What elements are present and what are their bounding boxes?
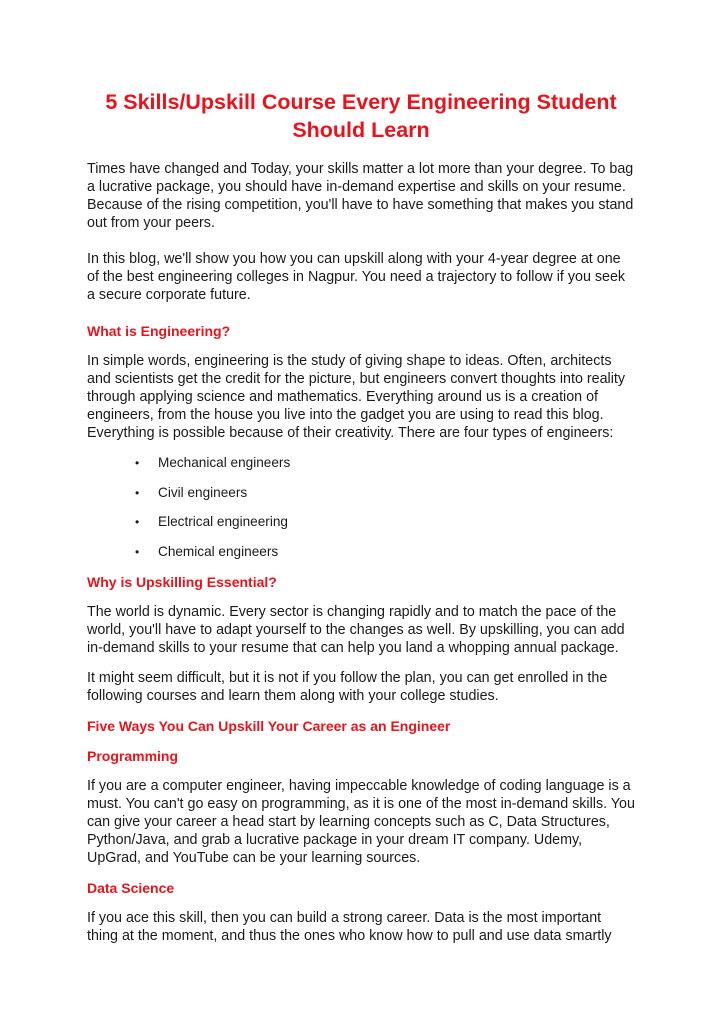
upskilling-paragraph-1: The world is dynamic. Every sector is changing rapidly and to match the pace of the world, you'll have to adapt yourself to the changes as well. By upskilling, you can add in-demand skills to your resume that can help you land a whopping annual package. [87,603,625,656]
list-item-label: Mechanical engineers [158,455,291,470]
list-item [87,484,635,502]
bullet-icon: • [135,456,140,470]
bullet-icon: • [135,485,140,500]
engineering-paragraph: In simple words, engineering is the study of giving shape to ideas. Often, architects and scientists get the credit for the picture, but engineers convert thoughts into reality through applying science and mathematics. Everything around us is a creation of engineers, from the house you live into the gadget you are using to read this blog. Everything is possible because of their creativity. There are four types of engineers: [87,353,626,441]
heading-why-upskilling: Why is Upskilling Essential? [87,573,277,590]
data-science-paragraph: If you ace this skill, then you can build a strong career. Data is the most important thing at the moment, and thus the ones who know how to pull and use data smartly [87,909,612,944]
list-item [87,543,635,561]
engineer-types-list [87,454,635,561]
intro-paragraph-1: Times have changed and Today, your skills matter a lot more than your degree. To bag a lucrative package, you should have in-demand expertise and skills on your resume. Because of the rising competition, you'll have to have something that makes you stand out from your peers. [87,161,634,231]
list-item [87,454,635,472]
list-item-label: Electrical engineering [158,514,288,529]
list-item [87,513,635,531]
heading-five-ways: Five Ways You Can Upskill Your Career as an Engineer [87,717,451,734]
list-item-label: Civil engineers [158,484,248,500]
heading-what-is-engineering: What is Engineering? [87,323,231,339]
document-page [87,88,635,945]
document-title: 5 Skills/Upskill Course Every Engineering Student Should Learn [105,90,617,142]
bullet-icon: • [135,515,140,529]
list-item-label: Chemical engineers [158,543,279,559]
intro-paragraph-2: In this blog, we'll show you how you can upskill along with your 4-year degree at one of the best engineering colleges in Nagpur. You need a trajectory to follow if you seek a secure corporate future. [87,251,626,303]
upskilling-paragraph-2: It might seem difficult, but it is not if you follow the plan, you can get enrolled in the following courses and learn them along with your college studies. [87,669,608,704]
programming-paragraph: If you are a computer engineer, having impeccable knowledge of coding language is a must. You can't go easy on programming, as it is one of the most in-demand skills. You can give your career a head start by learning concepts such as C, Data Structures, Python/Java, and grab a lucrative package in your dream IT company. Udemy, UpGrad, and YouTube can be your learning sources. [87,777,635,866]
bullet-icon: • [135,544,140,559]
heading-programming: Programming [87,747,179,764]
heading-data-science: Data Science [87,879,175,896]
